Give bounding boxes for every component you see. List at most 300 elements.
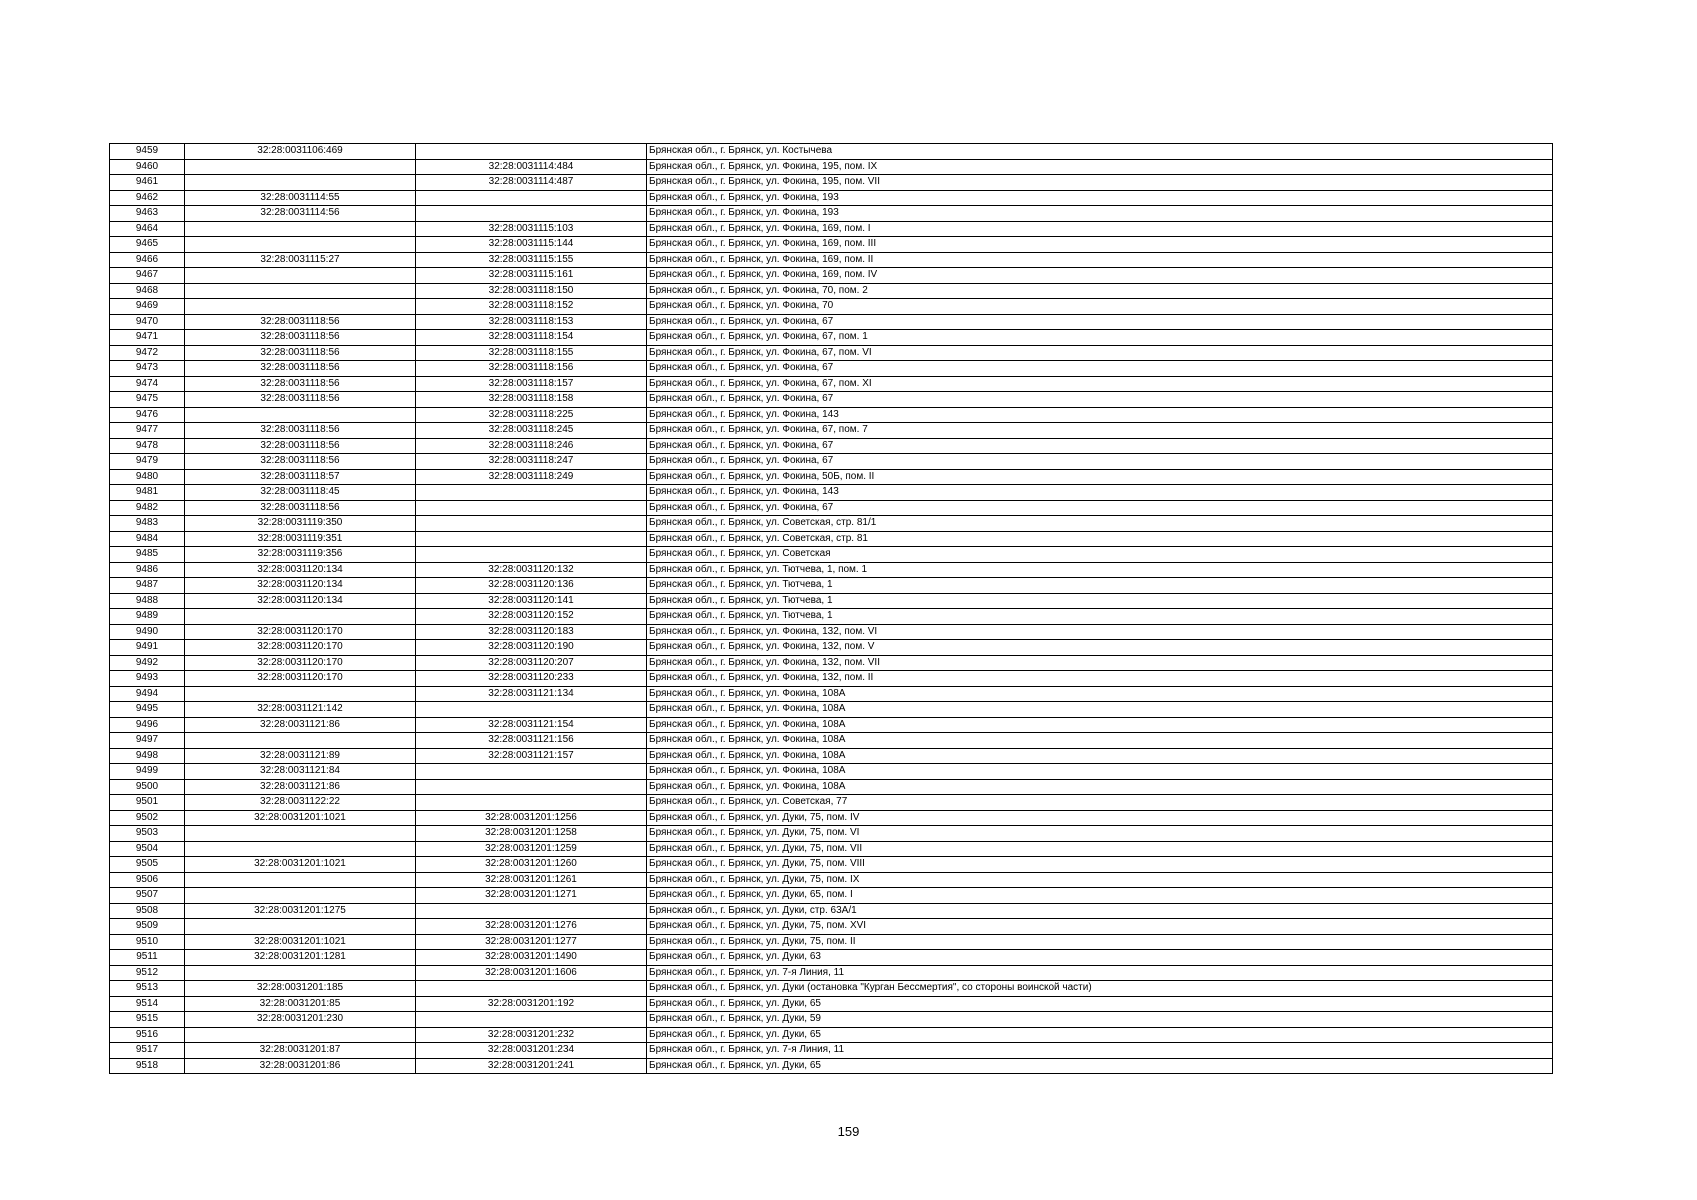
row-number-cell: 9483 xyxy=(110,516,185,532)
parcel-cadastral-number-cell xyxy=(185,299,416,315)
row-number-cell: 9459 xyxy=(110,144,185,160)
parcel-cadastral-number-cell: 32:28:0031118:56 xyxy=(185,454,416,470)
row-number-cell: 9469 xyxy=(110,299,185,315)
row-number-cell: 9492 xyxy=(110,655,185,671)
object-cadastral-number-cell: 32:28:0031118:156 xyxy=(416,361,647,377)
address-cell: Брянская обл., г. Брянск, ул. Дуки (остановка "Курган Бессмертия", со стороны воинской части) xyxy=(647,981,1553,997)
address-cell: Брянская обл., г. Брянск, ул. Тютчева, 1, пом. 1 xyxy=(647,562,1553,578)
address-cell: Брянская обл., г. Брянск, ул. Тютчева, 1 xyxy=(647,609,1553,625)
parcel-cadastral-number-cell xyxy=(185,965,416,981)
table-row xyxy=(110,237,1553,253)
address-cell: Брянская обл., г. Брянск, ул. Фокина, 50Б, пом. II xyxy=(647,469,1553,485)
parcel-cadastral-number-cell: 32:28:0031118:56 xyxy=(185,438,416,454)
parcel-cadastral-number-cell: 32:28:0031122:22 xyxy=(185,795,416,811)
parcel-cadastral-number-cell: 32:28:0031201:86 xyxy=(185,1058,416,1074)
parcel-cadastral-number-cell: 32:28:0031201:1021 xyxy=(185,810,416,826)
address-cell: Брянская обл., г. Брянск, ул. Советская, 77 xyxy=(647,795,1553,811)
parcel-cadastral-number-cell xyxy=(185,841,416,857)
object-cadastral-number-cell: 32:28:0031201:1271 xyxy=(416,888,647,904)
table-row xyxy=(110,516,1553,532)
row-number-cell: 9500 xyxy=(110,779,185,795)
table-row xyxy=(110,841,1553,857)
address-cell: Брянская обл., г. Брянск, ул. Дуки, 65 xyxy=(647,996,1553,1012)
parcel-cadastral-number-cell: 32:28:0031120:134 xyxy=(185,578,416,594)
parcel-cadastral-number-cell: 32:28:0031119:350 xyxy=(185,516,416,532)
parcel-cadastral-number-cell xyxy=(185,888,416,904)
parcel-cadastral-number-cell xyxy=(185,733,416,749)
object-cadastral-number-cell: 32:28:0031118:246 xyxy=(416,438,647,454)
parcel-cadastral-number-cell: 32:28:0031120:170 xyxy=(185,655,416,671)
parcel-cadastral-number-cell: 32:28:0031120:170 xyxy=(185,624,416,640)
parcel-cadastral-number-cell xyxy=(185,1027,416,1043)
address-cell: Брянская обл., г. Брянск, ул. Фокина, 67, пом. 1 xyxy=(647,330,1553,346)
object-cadastral-number-cell xyxy=(416,485,647,501)
address-cell: Брянская обл., г. Брянск, ул. Дуки, 65 xyxy=(647,1058,1553,1074)
row-number-cell: 9478 xyxy=(110,438,185,454)
address-cell: Брянская обл., г. Брянск, ул. Костычева xyxy=(647,144,1553,160)
address-cell: Брянская обл., г. Брянск, ул. Фокина, 70 xyxy=(647,299,1553,315)
object-cadastral-number-cell: 32:28:0031121:156 xyxy=(416,733,647,749)
row-number-cell: 9487 xyxy=(110,578,185,594)
parcel-cadastral-number-cell: 32:28:0031120:170 xyxy=(185,671,416,687)
object-cadastral-number-cell: 32:28:0031118:153 xyxy=(416,314,647,330)
parcel-cadastral-number-cell xyxy=(185,268,416,284)
parcel-cadastral-number-cell: 32:28:0031201:1021 xyxy=(185,934,416,950)
parcel-cadastral-number-cell xyxy=(185,237,416,253)
object-cadastral-number-cell: 32:28:0031120:183 xyxy=(416,624,647,640)
row-number-cell: 9461 xyxy=(110,175,185,191)
address-cell: Брянская обл., г. Брянск, ул. 7-я Линия, 11 xyxy=(647,1043,1553,1059)
address-cell: Брянская обл., г. Брянск, ул. Фокина, 132, пом. VII xyxy=(647,655,1553,671)
parcel-cadastral-number-cell: 32:28:0031118:45 xyxy=(185,485,416,501)
parcel-cadastral-number-cell: 32:28:0031201:85 xyxy=(185,996,416,1012)
object-cadastral-number-cell: 32:28:0031118:225 xyxy=(416,407,647,423)
table-row xyxy=(110,283,1553,299)
table-row xyxy=(110,345,1553,361)
object-cadastral-number-cell: 32:28:0031120:132 xyxy=(416,562,647,578)
address-cell: Брянская обл., г. Брянск, ул. Фокина, 132, пом. II xyxy=(647,671,1553,687)
row-number-cell: 9486 xyxy=(110,562,185,578)
row-number-cell: 9479 xyxy=(110,454,185,470)
object-cadastral-number-cell: 32:28:0031121:134 xyxy=(416,686,647,702)
row-number-cell: 9510 xyxy=(110,934,185,950)
row-number-cell: 9516 xyxy=(110,1027,185,1043)
address-cell: Брянская обл., г. Брянск, ул. Фокина, 169, пом. IV xyxy=(647,268,1553,284)
object-cadastral-number-cell: 32:28:0031118:247 xyxy=(416,454,647,470)
table-row xyxy=(110,872,1553,888)
object-cadastral-number-cell: 32:28:0031120:190 xyxy=(416,640,647,656)
table-row xyxy=(110,748,1553,764)
table-row xyxy=(110,857,1553,873)
address-cell: Брянская обл., г. Брянск, ул. Дуки, 75, пом. IX xyxy=(647,872,1553,888)
parcel-cadastral-number-cell: 32:28:0031118:56 xyxy=(185,345,416,361)
row-number-cell: 9471 xyxy=(110,330,185,346)
row-number-cell: 9507 xyxy=(110,888,185,904)
address-cell: Брянская обл., г. Брянск, ул. Фокина, 169, пом. II xyxy=(647,252,1553,268)
row-number-cell: 9477 xyxy=(110,423,185,439)
table-row xyxy=(110,996,1553,1012)
table-row xyxy=(110,252,1553,268)
table-row xyxy=(110,454,1553,470)
address-cell: Брянская обл., г. Брянск, ул. Советская, стр. 81/1 xyxy=(647,516,1553,532)
parcel-cadastral-number-cell xyxy=(185,686,416,702)
row-number-cell: 9481 xyxy=(110,485,185,501)
address-cell: Брянская обл., г. Брянск, ул. Фокина, 169, пом. III xyxy=(647,237,1553,253)
parcel-cadastral-number-cell: 32:28:0031118:56 xyxy=(185,361,416,377)
table-row xyxy=(110,314,1553,330)
parcel-cadastral-number-cell: 32:28:0031119:351 xyxy=(185,531,416,547)
address-cell: Брянская обл., г. Брянск, ул. Фокина, 108А xyxy=(647,733,1553,749)
row-number-cell: 9505 xyxy=(110,857,185,873)
table-row xyxy=(110,221,1553,237)
object-cadastral-number-cell xyxy=(416,547,647,563)
object-cadastral-number-cell: 32:28:0031118:249 xyxy=(416,469,647,485)
object-cadastral-number-cell: 32:28:0031115:144 xyxy=(416,237,647,253)
table-row xyxy=(110,376,1553,392)
table-row xyxy=(110,144,1553,160)
address-cell: Брянская обл., г. Брянск, ул. Фокина, 132, пом. VI xyxy=(647,624,1553,640)
parcel-cadastral-number-cell: 32:28:0031118:56 xyxy=(185,423,416,439)
parcel-cadastral-number-cell: 32:28:0031201:230 xyxy=(185,1012,416,1028)
row-number-cell: 9501 xyxy=(110,795,185,811)
parcel-cadastral-number-cell: 32:28:0031201:185 xyxy=(185,981,416,997)
object-cadastral-number-cell: 32:28:0031201:1256 xyxy=(416,810,647,826)
table-row xyxy=(110,950,1553,966)
object-cadastral-number-cell xyxy=(416,903,647,919)
address-cell: Брянская обл., г. Брянск, ул. Фокина, 195, пом. IX xyxy=(647,159,1553,175)
parcel-cadastral-number-cell xyxy=(185,283,416,299)
address-cell: Брянская обл., г. Брянск, ул. Дуки, 59 xyxy=(647,1012,1553,1028)
table-row xyxy=(110,981,1553,997)
table-row xyxy=(110,392,1553,408)
address-cell: Брянская обл., г. Брянск, ул. Фокина, 193 xyxy=(647,190,1553,206)
object-cadastral-number-cell: 32:28:0031118:157 xyxy=(416,376,647,392)
row-number-cell: 9490 xyxy=(110,624,185,640)
row-number-cell: 9473 xyxy=(110,361,185,377)
parcel-cadastral-number-cell xyxy=(185,609,416,625)
object-cadastral-number-cell xyxy=(416,981,647,997)
parcel-cadastral-number-cell: 32:28:0031115:27 xyxy=(185,252,416,268)
table-row xyxy=(110,1027,1553,1043)
object-cadastral-number-cell: 32:28:0031201:234 xyxy=(416,1043,647,1059)
table-row xyxy=(110,423,1553,439)
address-cell: Брянская обл., г. Брянск, ул. Тютчева, 1 xyxy=(647,593,1553,609)
table-row xyxy=(110,159,1553,175)
parcel-cadastral-number-cell: 32:28:0031201:87 xyxy=(185,1043,416,1059)
row-number-cell: 9482 xyxy=(110,500,185,516)
row-number-cell: 9460 xyxy=(110,159,185,175)
object-cadastral-number-cell: 32:28:0031201:192 xyxy=(416,996,647,1012)
table-row xyxy=(110,779,1553,795)
object-cadastral-number-cell: 32:28:0031114:484 xyxy=(416,159,647,175)
address-cell: Брянская обл., г. Брянск, ул. Дуки, 65 xyxy=(647,1027,1553,1043)
object-cadastral-number-cell: 32:28:0031201:1490 xyxy=(416,950,647,966)
table-row xyxy=(110,810,1553,826)
row-number-cell: 9508 xyxy=(110,903,185,919)
parcel-cadastral-number-cell xyxy=(185,175,416,191)
row-number-cell: 9515 xyxy=(110,1012,185,1028)
object-cadastral-number-cell xyxy=(416,516,647,532)
parcel-cadastral-number-cell: 32:28:0031118:56 xyxy=(185,392,416,408)
object-cadastral-number-cell: 32:28:0031118:155 xyxy=(416,345,647,361)
address-cell: Брянская обл., г. Брянск, ул. Дуки, 75, пом. IV xyxy=(647,810,1553,826)
object-cadastral-number-cell: 32:28:0031115:155 xyxy=(416,252,647,268)
address-cell: Брянская обл., г. Брянск, ул. Фокина, 67 xyxy=(647,392,1553,408)
address-cell: Брянская обл., г. Брянск, ул. Дуки, 75, пом. VIII xyxy=(647,857,1553,873)
object-cadastral-number-cell xyxy=(416,1012,647,1028)
table-row xyxy=(110,671,1553,687)
row-number-cell: 9472 xyxy=(110,345,185,361)
object-cadastral-number-cell: 32:28:0031114:487 xyxy=(416,175,647,191)
object-cadastral-number-cell xyxy=(416,764,647,780)
object-cadastral-number-cell: 32:28:0031120:233 xyxy=(416,671,647,687)
object-cadastral-number-cell: 32:28:0031201:232 xyxy=(416,1027,647,1043)
object-cadastral-number-cell xyxy=(416,206,647,222)
table-row xyxy=(110,268,1553,284)
parcel-cadastral-number-cell xyxy=(185,407,416,423)
table-row xyxy=(110,795,1553,811)
row-number-cell: 9462 xyxy=(110,190,185,206)
row-number-cell: 9491 xyxy=(110,640,185,656)
parcel-cadastral-number-cell: 32:28:0031118:56 xyxy=(185,330,416,346)
row-number-cell: 9466 xyxy=(110,252,185,268)
row-number-cell: 9485 xyxy=(110,547,185,563)
row-number-cell: 9463 xyxy=(110,206,185,222)
parcel-cadastral-number-cell: 32:28:0031120:170 xyxy=(185,640,416,656)
table-row xyxy=(110,733,1553,749)
address-cell: Брянская обл., г. Брянск, ул. Фокина, 67 xyxy=(647,361,1553,377)
row-number-cell: 9474 xyxy=(110,376,185,392)
object-cadastral-number-cell: 32:28:0031115:161 xyxy=(416,268,647,284)
address-cell: Брянская обл., г. Брянск, ул. Дуки, 65, пом. I xyxy=(647,888,1553,904)
object-cadastral-number-cell: 32:28:0031120:141 xyxy=(416,593,647,609)
address-cell: Брянская обл., г. Брянск, ул. Фокина, 195, пом. VII xyxy=(647,175,1553,191)
table-row xyxy=(110,686,1553,702)
table-row xyxy=(110,655,1553,671)
row-number-cell: 9494 xyxy=(110,686,185,702)
address-cell: Брянская обл., г. Брянск, ул. 7-я Линия, 11 xyxy=(647,965,1553,981)
table-row xyxy=(110,965,1553,981)
table-row xyxy=(110,624,1553,640)
address-cell: Брянская обл., г. Брянск, ул. Фокина, 70, пом. 2 xyxy=(647,283,1553,299)
address-cell: Брянская обл., г. Брянск, ул. Фокина, 67, пом. VI xyxy=(647,345,1553,361)
row-number-cell: 9498 xyxy=(110,748,185,764)
parcel-cadastral-number-cell: 32:28:0031114:55 xyxy=(185,190,416,206)
table-row xyxy=(110,190,1553,206)
row-number-cell: 9512 xyxy=(110,965,185,981)
object-cadastral-number-cell: 32:28:0031121:154 xyxy=(416,717,647,733)
object-cadastral-number-cell xyxy=(416,702,647,718)
object-cadastral-number-cell: 32:28:0031120:136 xyxy=(416,578,647,594)
object-cadastral-number-cell: 32:28:0031201:1258 xyxy=(416,826,647,842)
row-number-cell: 9488 xyxy=(110,593,185,609)
object-cadastral-number-cell: 32:28:0031118:245 xyxy=(416,423,647,439)
table-row xyxy=(110,562,1553,578)
row-number-cell: 9484 xyxy=(110,531,185,547)
table-row xyxy=(110,640,1553,656)
parcel-cadastral-number-cell: 32:28:0031201:1281 xyxy=(185,950,416,966)
row-number-cell: 9514 xyxy=(110,996,185,1012)
object-cadastral-number-cell: 32:28:0031118:158 xyxy=(416,392,647,408)
object-cadastral-number-cell xyxy=(416,795,647,811)
address-cell: Брянская обл., г. Брянск, ул. Фокина, 108А xyxy=(647,717,1553,733)
table-row xyxy=(110,531,1553,547)
table-row xyxy=(110,934,1553,950)
address-cell: Брянская обл., г. Брянск, ул. Советская, стр. 81 xyxy=(647,531,1553,547)
object-cadastral-number-cell: 32:28:0031118:152 xyxy=(416,299,647,315)
row-number-cell: 9495 xyxy=(110,702,185,718)
object-cadastral-number-cell: 32:28:0031118:154 xyxy=(416,330,647,346)
parcel-cadastral-number-cell xyxy=(185,159,416,175)
row-number-cell: 9468 xyxy=(110,283,185,299)
parcel-cadastral-number-cell: 32:28:0031120:134 xyxy=(185,562,416,578)
address-cell: Брянская обл., г. Брянск, ул. Фокина, 108А xyxy=(647,686,1553,702)
parcel-cadastral-number-cell: 32:28:0031119:356 xyxy=(185,547,416,563)
parcel-cadastral-number-cell: 32:28:0031121:142 xyxy=(185,702,416,718)
row-number-cell: 9499 xyxy=(110,764,185,780)
row-number-cell: 9517 xyxy=(110,1043,185,1059)
table-row xyxy=(110,361,1553,377)
row-number-cell: 9470 xyxy=(110,314,185,330)
parcel-cadastral-number-cell: 32:28:0031121:86 xyxy=(185,717,416,733)
address-cell: Брянская обл., г. Брянск, ул. Фокина, 67 xyxy=(647,314,1553,330)
table-row xyxy=(110,206,1553,222)
row-number-cell: 9506 xyxy=(110,872,185,888)
object-cadastral-number-cell: 32:28:0031201:1276 xyxy=(416,919,647,935)
table-row xyxy=(110,903,1553,919)
object-cadastral-number-cell: 32:28:0031120:152 xyxy=(416,609,647,625)
address-cell: Брянская обл., г. Брянск, ул. Фокина, 67, пом. XI xyxy=(647,376,1553,392)
row-number-cell: 9503 xyxy=(110,826,185,842)
address-cell: Брянская обл., г. Брянск, ул. Фокина, 143 xyxy=(647,407,1553,423)
address-cell: Брянская обл., г. Брянск, ул. Дуки, стр. 63А/1 xyxy=(647,903,1553,919)
object-cadastral-number-cell xyxy=(416,500,647,516)
row-number-cell: 9480 xyxy=(110,469,185,485)
row-number-cell: 9502 xyxy=(110,810,185,826)
table-row xyxy=(110,702,1553,718)
registry-table-body xyxy=(110,144,1553,1074)
table-row xyxy=(110,407,1553,423)
address-cell: Брянская обл., г. Брянск, ул. Фокина, 108А xyxy=(647,764,1553,780)
table-row xyxy=(110,438,1553,454)
registry-table xyxy=(109,143,1553,1074)
table-row xyxy=(110,764,1553,780)
row-number-cell: 9493 xyxy=(110,671,185,687)
parcel-cadastral-number-cell: 32:28:0031120:134 xyxy=(185,593,416,609)
address-cell: Брянская обл., г. Брянск, ул. Дуки, 63 xyxy=(647,950,1553,966)
parcel-cadastral-number-cell: 32:28:0031118:57 xyxy=(185,469,416,485)
table-row xyxy=(110,299,1553,315)
parcel-cadastral-number-cell: 32:28:0031118:56 xyxy=(185,376,416,392)
address-cell: Брянская обл., г. Брянск, ул. Фокина, 108А xyxy=(647,748,1553,764)
parcel-cadastral-number-cell: 32:28:0031201:1275 xyxy=(185,903,416,919)
address-cell: Брянская обл., г. Брянск, ул. Фокина, 67 xyxy=(647,438,1553,454)
table-row xyxy=(110,919,1553,935)
parcel-cadastral-number-cell xyxy=(185,826,416,842)
table-row xyxy=(110,826,1553,842)
table-row xyxy=(110,1043,1553,1059)
table-row xyxy=(110,469,1553,485)
object-cadastral-number-cell: 32:28:0031201:1259 xyxy=(416,841,647,857)
row-number-cell: 9511 xyxy=(110,950,185,966)
parcel-cadastral-number-cell: 32:28:0031118:56 xyxy=(185,314,416,330)
object-cadastral-number-cell: 32:28:0031201:241 xyxy=(416,1058,647,1074)
parcel-cadastral-number-cell xyxy=(185,919,416,935)
table-row xyxy=(110,717,1553,733)
row-number-cell: 9465 xyxy=(110,237,185,253)
address-cell: Брянская обл., г. Брянск, ул. Фокина, 143 xyxy=(647,485,1553,501)
address-cell: Брянская обл., г. Брянск, ул. Фокина, 108А xyxy=(647,702,1553,718)
address-cell: Брянская обл., г. Брянск, ул. Советская xyxy=(647,547,1553,563)
table-row xyxy=(110,578,1553,594)
object-cadastral-number-cell xyxy=(416,144,647,160)
address-cell: Брянская обл., г. Брянск, ул. Фокина, 169, пом. I xyxy=(647,221,1553,237)
parcel-cadastral-number-cell: 32:28:0031121:84 xyxy=(185,764,416,780)
page-number: 159 xyxy=(837,1124,860,1139)
address-cell: Брянская обл., г. Брянск, ул. Фокина, 132, пом. V xyxy=(647,640,1553,656)
object-cadastral-number-cell: 32:28:0031201:1277 xyxy=(416,934,647,950)
table-row xyxy=(110,175,1553,191)
table-row xyxy=(110,1012,1553,1028)
row-number-cell: 9509 xyxy=(110,919,185,935)
object-cadastral-number-cell: 32:28:0031115:103 xyxy=(416,221,647,237)
object-cadastral-number-cell: 32:28:0031118:150 xyxy=(416,283,647,299)
row-number-cell: 9518 xyxy=(110,1058,185,1074)
parcel-cadastral-number-cell xyxy=(185,221,416,237)
address-cell: Брянская обл., г. Брянск, ул. Фокина, 193 xyxy=(647,206,1553,222)
table-row xyxy=(110,485,1553,501)
address-cell: Брянская обл., г. Брянск, ул. Дуки, 75, пом. VI xyxy=(647,826,1553,842)
table-row xyxy=(110,888,1553,904)
parcel-cadastral-number-cell: 32:28:0031121:89 xyxy=(185,748,416,764)
parcel-cadastral-number-cell: 32:28:0031118:56 xyxy=(185,500,416,516)
row-number-cell: 9467 xyxy=(110,268,185,284)
row-number-cell: 9475 xyxy=(110,392,185,408)
address-cell: Брянская обл., г. Брянск, ул. Дуки, 75, пом. VII xyxy=(647,841,1553,857)
address-cell: Брянская обл., г. Брянск, ул. Дуки, 75, пом. XVI xyxy=(647,919,1553,935)
address-cell: Брянская обл., г. Брянск, ул. Тютчева, 1 xyxy=(647,578,1553,594)
table-row xyxy=(110,593,1553,609)
table-row xyxy=(110,609,1553,625)
row-number-cell: 9513 xyxy=(110,981,185,997)
parcel-cadastral-number-cell: 32:28:0031201:1021 xyxy=(185,857,416,873)
parcel-cadastral-number-cell: 32:28:0031121:86 xyxy=(185,779,416,795)
object-cadastral-number-cell xyxy=(416,190,647,206)
parcel-cadastral-number-cell: 32:28:0031106:469 xyxy=(185,144,416,160)
object-cadastral-number-cell: 32:28:0031120:207 xyxy=(416,655,647,671)
object-cadastral-number-cell xyxy=(416,779,647,795)
object-cadastral-number-cell xyxy=(416,531,647,547)
object-cadastral-number-cell: 32:28:0031201:1606 xyxy=(416,965,647,981)
object-cadastral-number-cell: 32:28:0031201:1260 xyxy=(416,857,647,873)
object-cadastral-number-cell: 32:28:0031201:1261 xyxy=(416,872,647,888)
address-cell: Брянская обл., г. Брянск, ул. Фокина, 108А xyxy=(647,779,1553,795)
parcel-cadastral-number-cell xyxy=(185,872,416,888)
object-cadastral-number-cell: 32:28:0031121:157 xyxy=(416,748,647,764)
table-row xyxy=(110,1058,1553,1074)
row-number-cell: 9497 xyxy=(110,733,185,749)
address-cell: Брянская обл., г. Брянск, ул. Дуки, 75, пом. II xyxy=(647,934,1553,950)
table-row xyxy=(110,547,1553,563)
row-number-cell: 9476 xyxy=(110,407,185,423)
row-number-cell: 9489 xyxy=(110,609,185,625)
row-number-cell: 9464 xyxy=(110,221,185,237)
table-row xyxy=(110,500,1553,516)
row-number-cell: 9504 xyxy=(110,841,185,857)
table-row xyxy=(110,330,1553,346)
row-number-cell: 9496 xyxy=(110,717,185,733)
parcel-cadastral-number-cell: 32:28:0031114:56 xyxy=(185,206,416,222)
